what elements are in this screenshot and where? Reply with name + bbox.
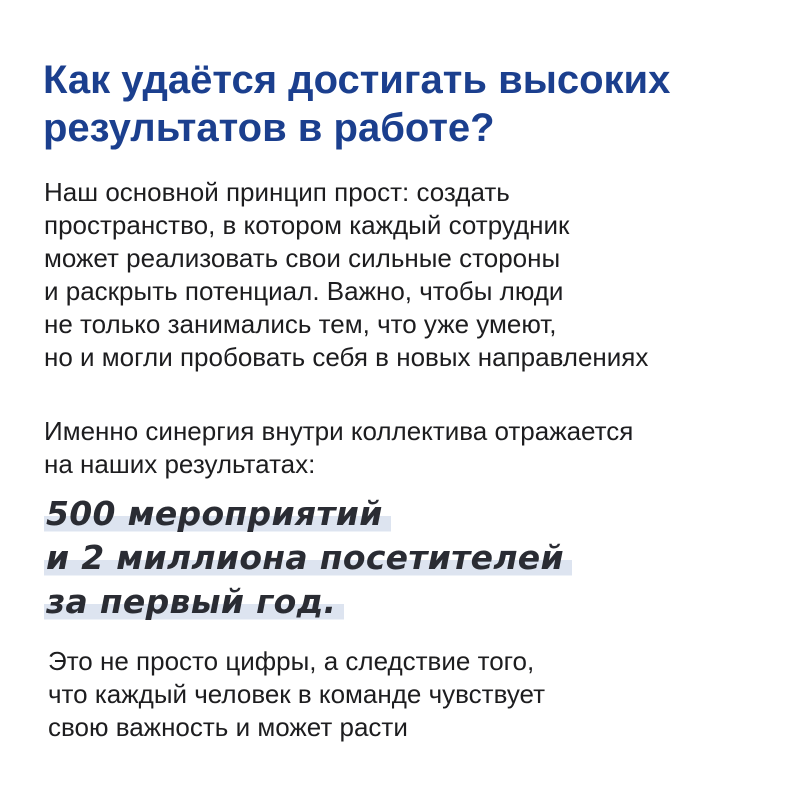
closing-paragraph bbox=[48, 645, 768, 744]
title-line: Как удаётся достигать высоких bbox=[43, 58, 671, 102]
text-line: может реализовать свои сильные стороны bbox=[44, 243, 561, 273]
highlight-text: и 2 миллиона посетителей bbox=[44, 538, 572, 577]
results-intro-paragraph bbox=[44, 415, 764, 481]
text-line: но и могли пробовать себя в новых направлениях bbox=[44, 342, 649, 372]
highlighted-results bbox=[44, 492, 572, 624]
highlight-line bbox=[44, 492, 572, 536]
text-line: на наших результатах: bbox=[44, 449, 316, 479]
title-line: результатов в работе? bbox=[43, 106, 495, 150]
text-line: и раскрыть потенциал. Важно, чтобы люди bbox=[44, 276, 564, 306]
highlight-text: за первый год. bbox=[44, 582, 344, 621]
text-line: что каждый человек в команде чувствует bbox=[48, 679, 546, 709]
text-line: Наш основной принцип прост: создать bbox=[44, 177, 510, 207]
text-line: не только занимались тем, что уже умеют, bbox=[44, 309, 557, 339]
text-line: пространство, в котором каждый сотрудник bbox=[44, 210, 570, 240]
page-title bbox=[43, 56, 763, 152]
text-line: Это не просто цифры, а следствие того, bbox=[48, 646, 535, 676]
highlight-text: 500 мероприятий bbox=[44, 494, 391, 533]
text-line: Именно синергия внутри коллектива отражается bbox=[44, 416, 634, 446]
intro-paragraph bbox=[44, 176, 764, 374]
text-line: свою важность и может расти bbox=[48, 712, 408, 742]
highlight-line bbox=[44, 536, 572, 580]
highlight-line bbox=[44, 580, 572, 624]
